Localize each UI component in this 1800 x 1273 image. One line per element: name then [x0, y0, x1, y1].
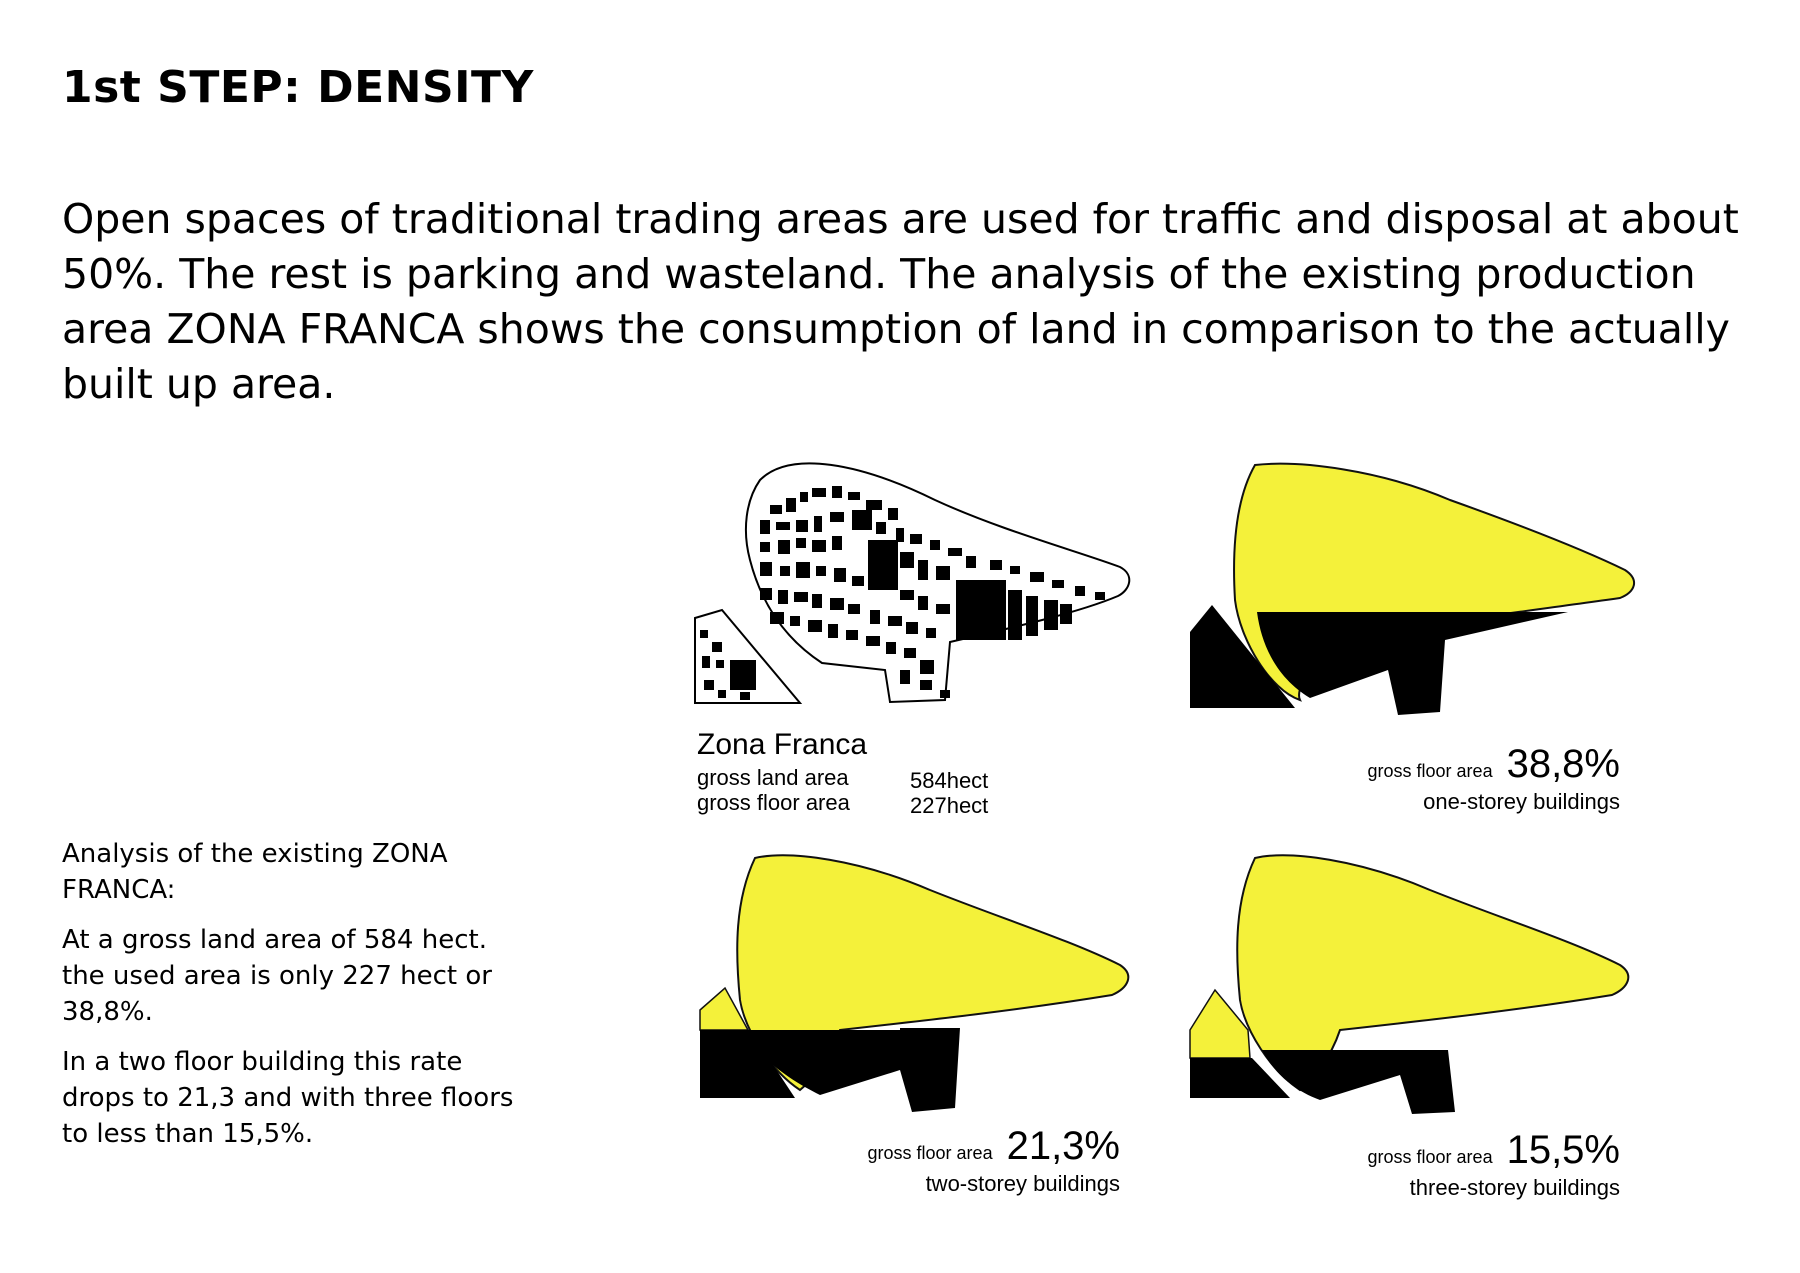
building-block [846, 630, 858, 640]
building-block [918, 560, 928, 580]
building-block [770, 612, 784, 624]
building-block [906, 622, 918, 634]
building-block [800, 492, 808, 502]
building-block [900, 552, 914, 568]
two-storey-diagram [700, 855, 1128, 1112]
building-block [760, 588, 772, 600]
two-storey-gfa-label: gross floor area [867, 1143, 993, 1163]
building-block [832, 536, 842, 550]
building-block [848, 492, 860, 500]
building-block [770, 505, 782, 514]
building-block [776, 522, 790, 530]
gross-land-area-value: 584hect [910, 768, 989, 793]
building-block [718, 690, 726, 698]
zona-franca-title: Zona Franca [697, 728, 868, 761]
building-block [896, 528, 904, 542]
building-block [712, 642, 722, 652]
building-block [816, 566, 826, 576]
building-block [1044, 600, 1058, 630]
building-block [704, 680, 714, 690]
building-block [730, 660, 756, 690]
building-block [940, 690, 950, 698]
building-block [1095, 592, 1105, 600]
building-block [700, 630, 708, 638]
building-block [794, 592, 808, 602]
building-block [796, 562, 810, 578]
building-block [790, 616, 800, 626]
building-block [778, 590, 788, 604]
one-storey-percent: 38,8% [1506, 742, 1620, 786]
building-block [814, 516, 822, 532]
building-block [920, 680, 932, 690]
building-block [920, 660, 934, 674]
building-block [1060, 604, 1072, 624]
building-block [796, 538, 806, 548]
gross-land-area-label: gross land area [697, 765, 849, 790]
building-block [852, 510, 872, 530]
building-block [832, 486, 842, 498]
two-storey-subtitle: two-storey buildings [925, 1171, 1120, 1196]
building-block [812, 488, 826, 497]
building-block [702, 656, 710, 668]
building-block [948, 548, 962, 556]
three-storey-subtitle: three-storey buildings [1409, 1175, 1620, 1200]
building-block [834, 568, 846, 582]
building-block [936, 604, 950, 614]
three-storey-built-area [1262, 1050, 1455, 1114]
building-block [888, 616, 902, 626]
one-storey-built-area [1257, 612, 1568, 715]
building-block [852, 576, 864, 586]
one-storey-diagram [1190, 464, 1634, 715]
building-block [830, 512, 844, 522]
building-block [812, 594, 822, 608]
analysis-rate-drop: In a two floor building this rate drops to 21,3 and with three floors to less than 15,5%. [62, 1047, 514, 1149]
building-block [866, 636, 880, 646]
building-block [760, 542, 770, 552]
building-block [808, 620, 822, 632]
building-block [828, 624, 838, 638]
building-block [866, 500, 882, 510]
building-block [760, 562, 772, 576]
building-block [786, 498, 796, 512]
building-block [918, 596, 928, 610]
building-block [1008, 590, 1022, 640]
gross-floor-area-value: 227hect [910, 793, 989, 818]
building-block [778, 540, 790, 554]
building-block [1026, 596, 1038, 636]
building-block [876, 522, 886, 534]
building-block [870, 610, 880, 624]
one-storey-subtitle: one-storey buildings [1423, 789, 1620, 814]
three-storey-percent: 15,5% [1506, 1128, 1620, 1172]
building-block [926, 628, 936, 638]
building-block [716, 660, 724, 668]
building-block [796, 520, 808, 532]
building-block [740, 692, 750, 700]
building-block [966, 556, 976, 568]
three-storey-diagram [1190, 855, 1628, 1114]
intro-paragraph: Open spaces of traditional trading areas are used for traffic and disposal at about 50%. The rest is parking and wasteland. The analysis of the existing production area ZONA FRANCA shows the consumption of land in comparison to the actually built up area. [62, 195, 1739, 408]
building-block [886, 642, 896, 654]
building-block [1052, 580, 1064, 588]
building-block [760, 520, 770, 534]
building-block [888, 508, 898, 520]
two-storey-caption [868, 1124, 1120, 1197]
building-block [780, 566, 790, 576]
one-storey-caption [1368, 742, 1620, 815]
building-block [1030, 572, 1044, 582]
building-block [930, 540, 940, 550]
building-block [900, 670, 910, 684]
building-block [1075, 586, 1085, 596]
building-block [956, 580, 1006, 640]
zona-franca-map [695, 463, 1129, 703]
three-storey-gfa-label: gross floor area [1367, 1147, 1493, 1167]
building-block [868, 540, 898, 590]
analysis-heading: Analysis of the existing ZONA FRANCA: [62, 839, 448, 905]
building-block [812, 540, 826, 552]
building-block [830, 598, 844, 610]
building-block [910, 534, 922, 544]
building-block [936, 566, 950, 580]
two-storey-percent: 21,3% [1006, 1124, 1120, 1168]
three-storey-caption [1368, 1128, 1620, 1201]
one-storey-gfa-label: gross floor area [1367, 761, 1493, 781]
building-block [900, 590, 914, 600]
building-block [1010, 566, 1020, 574]
building-block [848, 604, 860, 614]
building-block [990, 560, 1002, 570]
page-title: 1st STEP: DENSITY [62, 62, 534, 113]
gross-floor-area-label: gross floor area [697, 790, 850, 815]
analysis-land-area: At a gross land area of 584 hect. the used area is only 227 hect or 38,8%. [62, 925, 492, 1027]
building-block [904, 648, 916, 658]
